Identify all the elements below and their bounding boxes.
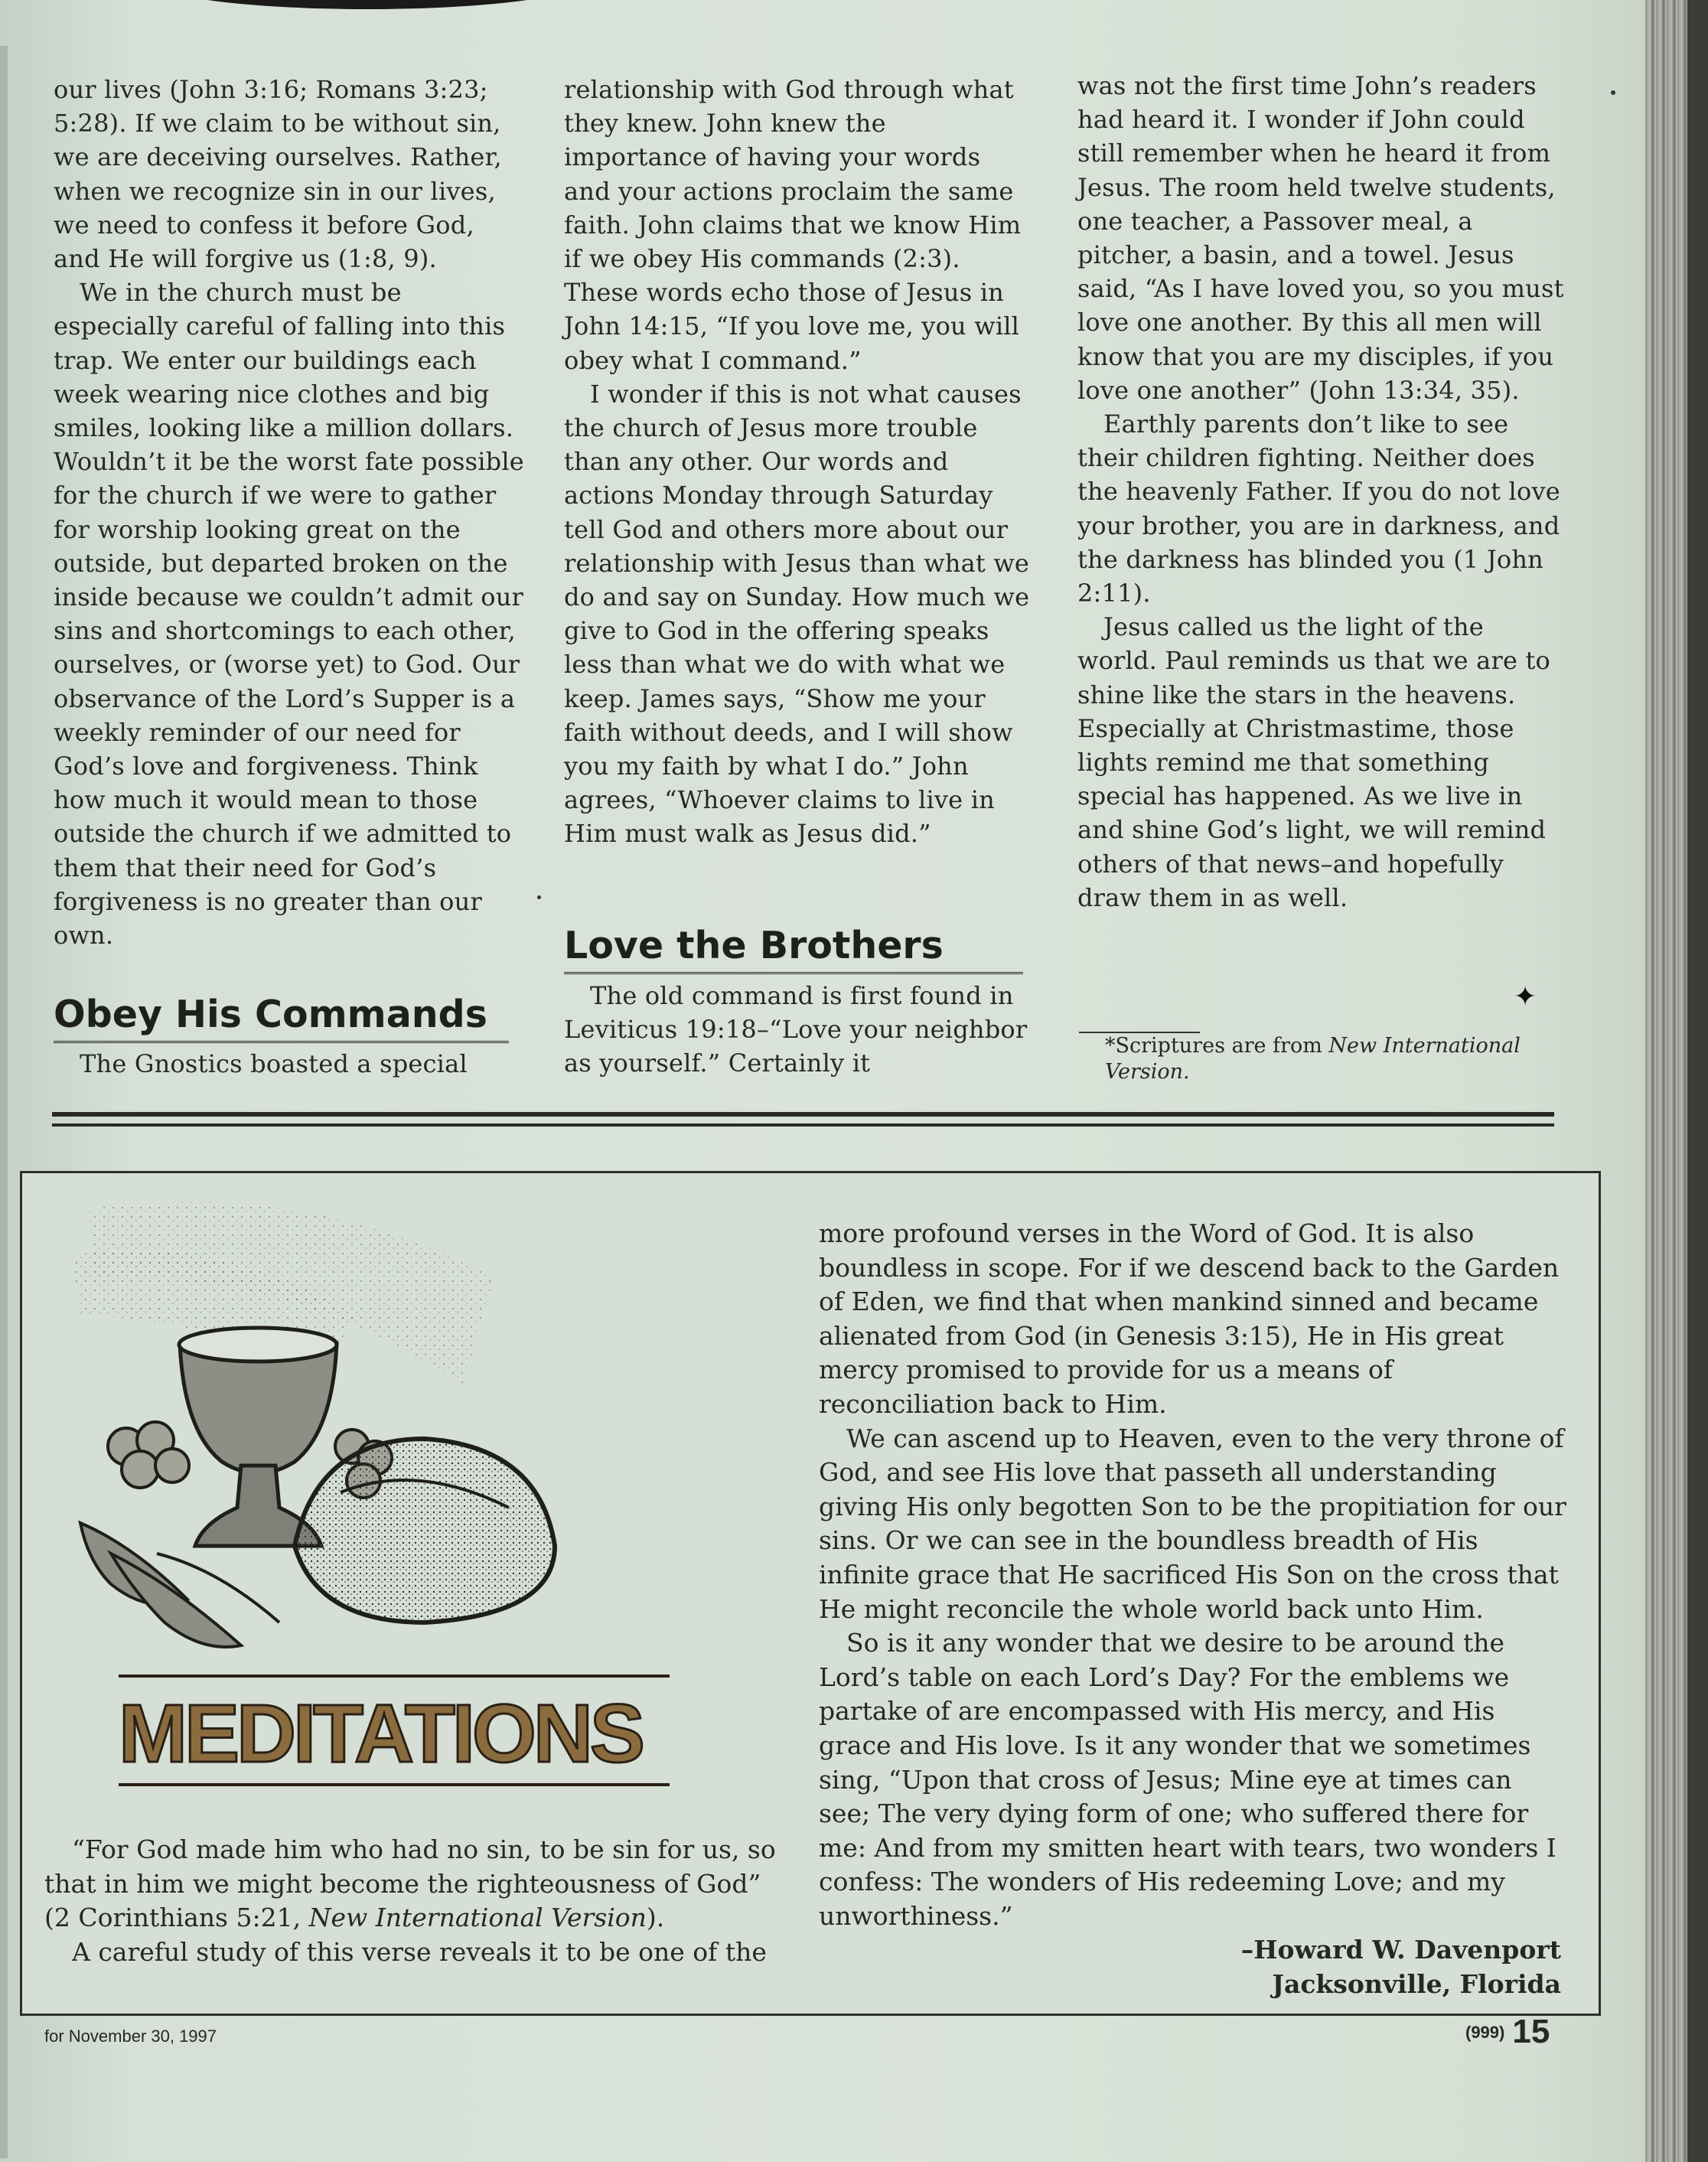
paragraph: our lives (John 3:16; Romans 3:23; 5:28). If we claim to be without sin, we are deceiving ourselves. Rather, when we recognize sin in our lives, we need to confess it before God, and He will forgive us (1:8, 9).	[54, 75, 502, 274]
end-of-article-mark: ✦	[1514, 981, 1537, 1013]
paragraph: A careful study of this verse reveals it to be one of the	[72, 1936, 767, 1967]
paragraph: The old command is first found in Leviticus 19:18–“Love your neighbor as yourself.” Certainly it	[564, 981, 1028, 1078]
paragraph: Jesus called us the light of the world. Paul reminds us that we are to shine like the stars in the heavens. Especially at Christmastime, those lights remind me that something special has happened. As we live in and shine God’s light, we will remind others of that news–and hopefully draw them in as well.	[1077, 612, 1550, 912]
paragraph: more profound verses in the Word of God. It is also boundless in scope. For if we descend back to the Garden of Eden, we find that when mankind sinned and became alienated from God (in Genesis 3:15), He in His great mercy promised to provide for us a means of reconciliation back to Him.	[819, 1218, 1560, 1419]
meditations-left-column	[44, 1833, 779, 1969]
speck	[537, 895, 541, 899]
page-footer	[1465, 2013, 1550, 2051]
section-divider	[52, 1112, 1554, 1117]
paragraph: Earthly parents don’t like to see their children fighting. Neither does the heavenly Father. If you do not love your brother, you are in darkness, and the darkness has blinded you (1 John 2:11).	[1077, 409, 1560, 608]
communion-illustration	[65, 1186, 570, 1661]
footnote-version: New International Version.	[1105, 1034, 1521, 1084]
speck	[1611, 90, 1615, 95]
article-column-3	[1077, 69, 1567, 915]
section-divider	[52, 1123, 1554, 1127]
heading-obey-his-commands: Obey His Commands	[54, 993, 509, 1043]
issue-date: for November 30, 1997	[44, 2027, 217, 2046]
paragraph: So is it any wonder that we desire to be around the Lord’s table on each Lord’s Day? For the emblems we partake of are encompassed with His mercy, and His grace and His love. Is it any wonder that we sometimes sing, “Upon that cross of Jesus; Mine eye at times can see; The very dying form of one; who suffered there for me: And from my smitten heart with tears, two wonders I confess: The wonders of His redeeming Love; and my unworthiness.”	[819, 1628, 1556, 1931]
scripture-quote	[44, 1833, 779, 1935]
quote-end: ).	[646, 1903, 665, 1933]
meditations-title: MEDITATIONS	[119, 1687, 642, 1779]
paragraph: We can ascend up to Heaven, even to the very throne of God, and see His love that passeth all understanding giving His only begotten Son to be the propitiation for our sins. Or we can see in the boundless breadth of His infinite grace that He sacrificed His Son on the cross that He might reconcile the whole world back unto Him.	[819, 1423, 1566, 1624]
footnote-text: *Scriptures are from	[1105, 1034, 1329, 1058]
left-page-edge	[0, 46, 8, 2158]
article-column-1	[54, 73, 528, 952]
page-code: (999)	[1465, 2023, 1505, 2042]
paragraph: We in the church must be especially careful of falling into this trap. We enter our buildings each week wearing nice clothes and big smiles, looking like a million dollars. Wouldn’t it be the worst fate possible for the church if we were to gather for worship looking great on the outside, but departed broken on the inside because we couldn’t admit our sins and shortcomings to each other, ourselves, or (worse yet) to God. Our observance of the Lord’s Supper is a weekly reminder of our need for God’s love and forgiveness. Think how much it would mean to those outside the church if we admitted to them that their need for God’s forgiveness is no greater than our own.	[54, 278, 524, 951]
author-location: Jacksonville, Florida	[1272, 1969, 1561, 2000]
paragraph: was not the first time John’s readers had heard it. I wonder if John could still remember when he heard it from Jesus. The room held twelve students, one teacher, a Passover meal, a pitcher, a basin, and a towel. Jesus said, “As I have loved you, so you must love one another. By this all men will know that you are my disciples, if you love one another” (John 13:34, 35).	[1077, 71, 1564, 405]
article-column-2	[564, 73, 1035, 851]
page-number: 15	[1512, 2013, 1550, 2050]
binding-shadow	[1687, 0, 1708, 2162]
love-section-text	[564, 979, 1035, 1081]
quote-version: New International Version	[308, 1903, 647, 1933]
meditations-right-column	[819, 1217, 1569, 2002]
paragraph: The Gnostics boasted a special	[80, 1049, 468, 1078]
obey-section-text	[54, 1047, 528, 1081]
author-name: –Howard W. Davenport	[1240, 1935, 1561, 1965]
meditations-title-rule-bottom	[119, 1783, 670, 1786]
footnote	[1079, 1033, 1569, 1085]
paragraph: I wonder if this is not what causes the church of Jesus more trouble than any other. Our words and actions Monday through Saturday tell God and others more about our relationship with Jesus than what we do and say on Sunday. How much we give to God in the offering speaks less than what we do with what we keep. James says, “Show me your faith without deeds, and I will show you my faith by what I do.” John agrees, “Whoever claims to live in Him must walk as Jesus did.”	[564, 379, 1030, 849]
heading-love-the-brothers: Love the Brothers	[564, 924, 1023, 974]
quote-text: “For God made him who had no sin, to be sin for us, so that in him we might become the righteousness of God” (2 Corinthians 5:21,	[44, 1834, 776, 1933]
paragraph: relationship with God through what they knew. John knew the importance of having your words and your actions proclaim the same faith. John claims that we know Him if we obey His commands (2:3). These words echo those of Jesus in John 14:15, “If you love me, you will obey what I command.”	[564, 75, 1022, 375]
